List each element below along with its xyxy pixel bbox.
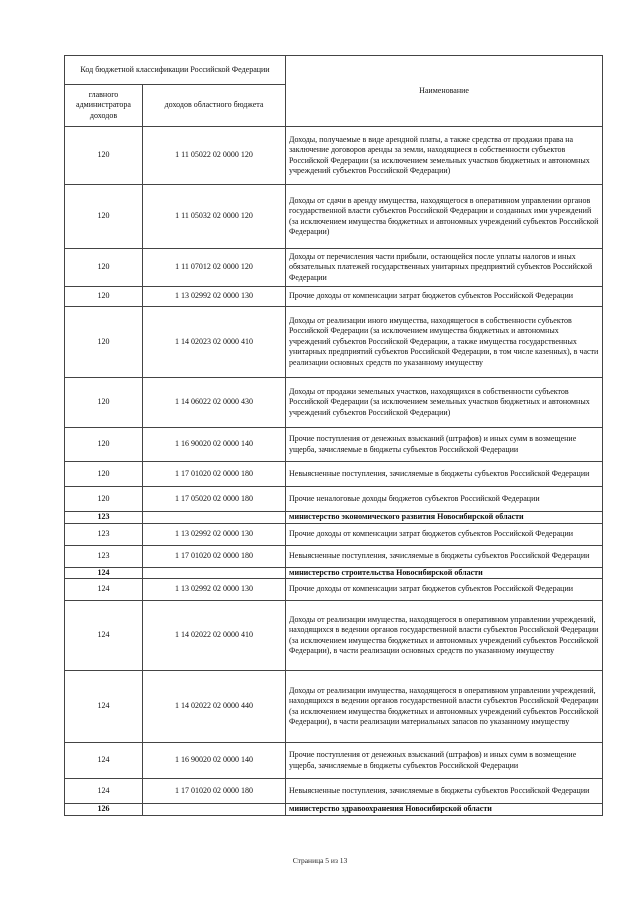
income-code-cell: 1 11 07012 02 0000 120 xyxy=(143,249,286,287)
table-row xyxy=(65,249,603,287)
income-code-cell xyxy=(143,512,286,524)
income-code-cell xyxy=(143,804,286,816)
income-code-cell: 1 14 02022 02 0000 440 xyxy=(143,671,286,743)
table-section-row xyxy=(65,512,603,524)
income-code-cell: 1 17 01020 02 0000 180 xyxy=(143,545,286,567)
admin-code-cell: 124 xyxy=(65,579,143,601)
name-cell: министерство строительства Новосибирской области xyxy=(286,567,603,579)
admin-code-cell: 123 xyxy=(65,512,143,524)
admin-code-cell: 120 xyxy=(65,487,143,512)
name-cell: Прочие доходы от компенсации затрат бюджетов субъектов Российской Федерации xyxy=(286,523,603,545)
table-row xyxy=(65,307,603,378)
admin-code-cell: 120 xyxy=(65,287,143,307)
admin-code-cell: 120 xyxy=(65,185,143,249)
name-cell: министерство экономического развития Новосибирской области xyxy=(286,512,603,524)
table-section-row xyxy=(65,567,603,579)
header-budget-code-group: Код бюджетной классификации Российской Федерации xyxy=(65,56,286,85)
income-code-cell: 1 14 02023 02 0000 410 xyxy=(143,307,286,378)
name-cell: Невыясненные поступления, зачисляемые в бюджеты субъектов Российской Федерации xyxy=(286,779,603,804)
table-row xyxy=(65,462,603,487)
income-code-cell: 1 11 05022 02 0000 120 xyxy=(143,127,286,185)
name-cell: Доходы, получаемые в виде арендной платы, а также средства от продажи права на заключение договоров аренды за земли, находящиеся в собственности субъектов Российской Федерации (за исключением земельных участков бюджетных и автономных учреждений субъектов Российской Федерации) xyxy=(286,127,603,185)
income-code-cell: 1 16 90020 02 0000 140 xyxy=(143,743,286,779)
table-row xyxy=(65,287,603,307)
header-admin-code: главного администратора доходов xyxy=(65,85,143,127)
admin-code-cell: 123 xyxy=(65,545,143,567)
page-number: Страница 5 из 13 xyxy=(292,856,348,865)
income-code-cell: 1 13 02992 02 0000 130 xyxy=(143,579,286,601)
table-row xyxy=(65,428,603,462)
name-cell: Прочие поступления от денежных взысканий (штрафов) и иных сумм в возмещение ущерба, зачисляемые в бюджеты субъектов Российской Федерации xyxy=(286,428,603,462)
admin-code-cell: 120 xyxy=(65,462,143,487)
income-code-cell: 1 14 02022 02 0000 410 xyxy=(143,601,286,671)
name-cell: Доходы от реализации имущества, находящегося в оперативном управлении учреждений, находящихся в ведении органов государственной власти субъектов Российской Федерации (за исключением имущества бюджетных и автономных учреждений субъектов Российской Федерации), в части реализации материальных запасов по указанному имуществу xyxy=(286,671,603,743)
table-row xyxy=(65,601,603,671)
header-name: Наименование xyxy=(286,56,603,127)
name-cell: Доходы от перечисления части прибыли, остающейся после уплаты налогов и иных обязательных платежей государственных унитарных предприятий субъектов Российской Федерации xyxy=(286,249,603,287)
admin-code-cell: 123 xyxy=(65,523,143,545)
income-code-cell: 1 14 06022 02 0000 430 xyxy=(143,378,286,428)
admin-code-cell: 124 xyxy=(65,671,143,743)
admin-code-cell: 124 xyxy=(65,567,143,579)
table-row xyxy=(65,523,603,545)
income-code-cell: 1 11 05032 02 0000 120 xyxy=(143,185,286,249)
admin-code-cell: 124 xyxy=(65,601,143,671)
name-cell: Доходы от продажи земельных участков, находящихся в собственности субъектов Российской Федерации (за исключением земельных участков бюджетных и автономных учреждений субъектов Российской Федерации) xyxy=(286,378,603,428)
name-cell: Прочие доходы от компенсации затрат бюджетов субъектов Российской Федерации xyxy=(286,287,603,307)
table-row xyxy=(65,671,603,743)
table-section-row xyxy=(65,804,603,816)
income-code-cell: 1 13 02992 02 0000 130 xyxy=(143,523,286,545)
name-cell: Доходы от сдачи в аренду имущества, находящегося в оперативном управлении органов государственной власти субъектов Российской Федерации и созданных ими учреждений (за исключением имущества бюджетных и автономных учреждений субъектов Российской Федерации) xyxy=(286,185,603,249)
income-code-cell: 1 17 05020 02 0000 180 xyxy=(143,487,286,512)
table-body xyxy=(65,127,603,816)
table-row xyxy=(65,378,603,428)
admin-code-cell: 120 xyxy=(65,249,143,287)
name-cell: Прочие неналоговые доходы бюджетов субъектов Российской Федерации xyxy=(286,487,603,512)
admin-code-cell: 120 xyxy=(65,378,143,428)
income-code-cell xyxy=(143,567,286,579)
name-cell: Невыясненные поступления, зачисляемые в бюджеты субъектов Российской Федерации xyxy=(286,545,603,567)
income-code-cell: 1 17 01020 02 0000 180 xyxy=(143,462,286,487)
name-cell: Невыясненные поступления, зачисляемые в бюджеты субъектов Российской Федерации xyxy=(286,462,603,487)
name-cell: министерство здравоохранения Новосибирской области xyxy=(286,804,603,816)
admin-code-cell: 124 xyxy=(65,743,143,779)
table-row xyxy=(65,743,603,779)
budget-classification-table xyxy=(64,55,603,816)
table-row xyxy=(65,127,603,185)
admin-code-cell: 124 xyxy=(65,779,143,804)
header-income-code: доходов областного бюджета xyxy=(143,85,286,127)
admin-code-cell: 120 xyxy=(65,127,143,185)
table-row xyxy=(65,579,603,601)
name-cell: Доходы от реализации имущества, находящегося в оперативном управлении учреждений, находящихся в ведении органов государственной власти субъектов Российской Федерации (за исключением имущества бюджетных и автономных учреждений субъектов Российской Федерации), в части реализации основных средств по указанному имуществу xyxy=(286,601,603,671)
name-cell: Доходы от реализации иного имущества, находящегося в собственности субъектов Российской Федерации (за исключением имущества бюджетных и автономных учреждений субъектов Российской Федерации, а также имущества государственных унитарных предприятий субъектов Российской Федерации, в том числе казенных), в части реализации основных средств по указанному имуществу xyxy=(286,307,603,378)
income-code-cell: 1 17 01020 02 0000 180 xyxy=(143,779,286,804)
income-code-cell: 1 16 90020 02 0000 140 xyxy=(143,428,286,462)
admin-code-cell: 120 xyxy=(65,428,143,462)
admin-code-cell: 126 xyxy=(65,804,143,816)
table-row xyxy=(65,545,603,567)
name-cell: Прочие поступления от денежных взысканий (штрафов) и иных сумм в возмещение ущерба, зачисляемые в бюджеты субъектов Российской Федерации xyxy=(286,743,603,779)
table-row xyxy=(65,185,603,249)
table-row xyxy=(65,487,603,512)
name-cell: Прочие доходы от компенсации затрат бюджетов субъектов Российской Федерации xyxy=(286,579,603,601)
income-code-cell: 1 13 02992 02 0000 130 xyxy=(143,287,286,307)
admin-code-cell: 120 xyxy=(65,307,143,378)
table-row xyxy=(65,779,603,804)
